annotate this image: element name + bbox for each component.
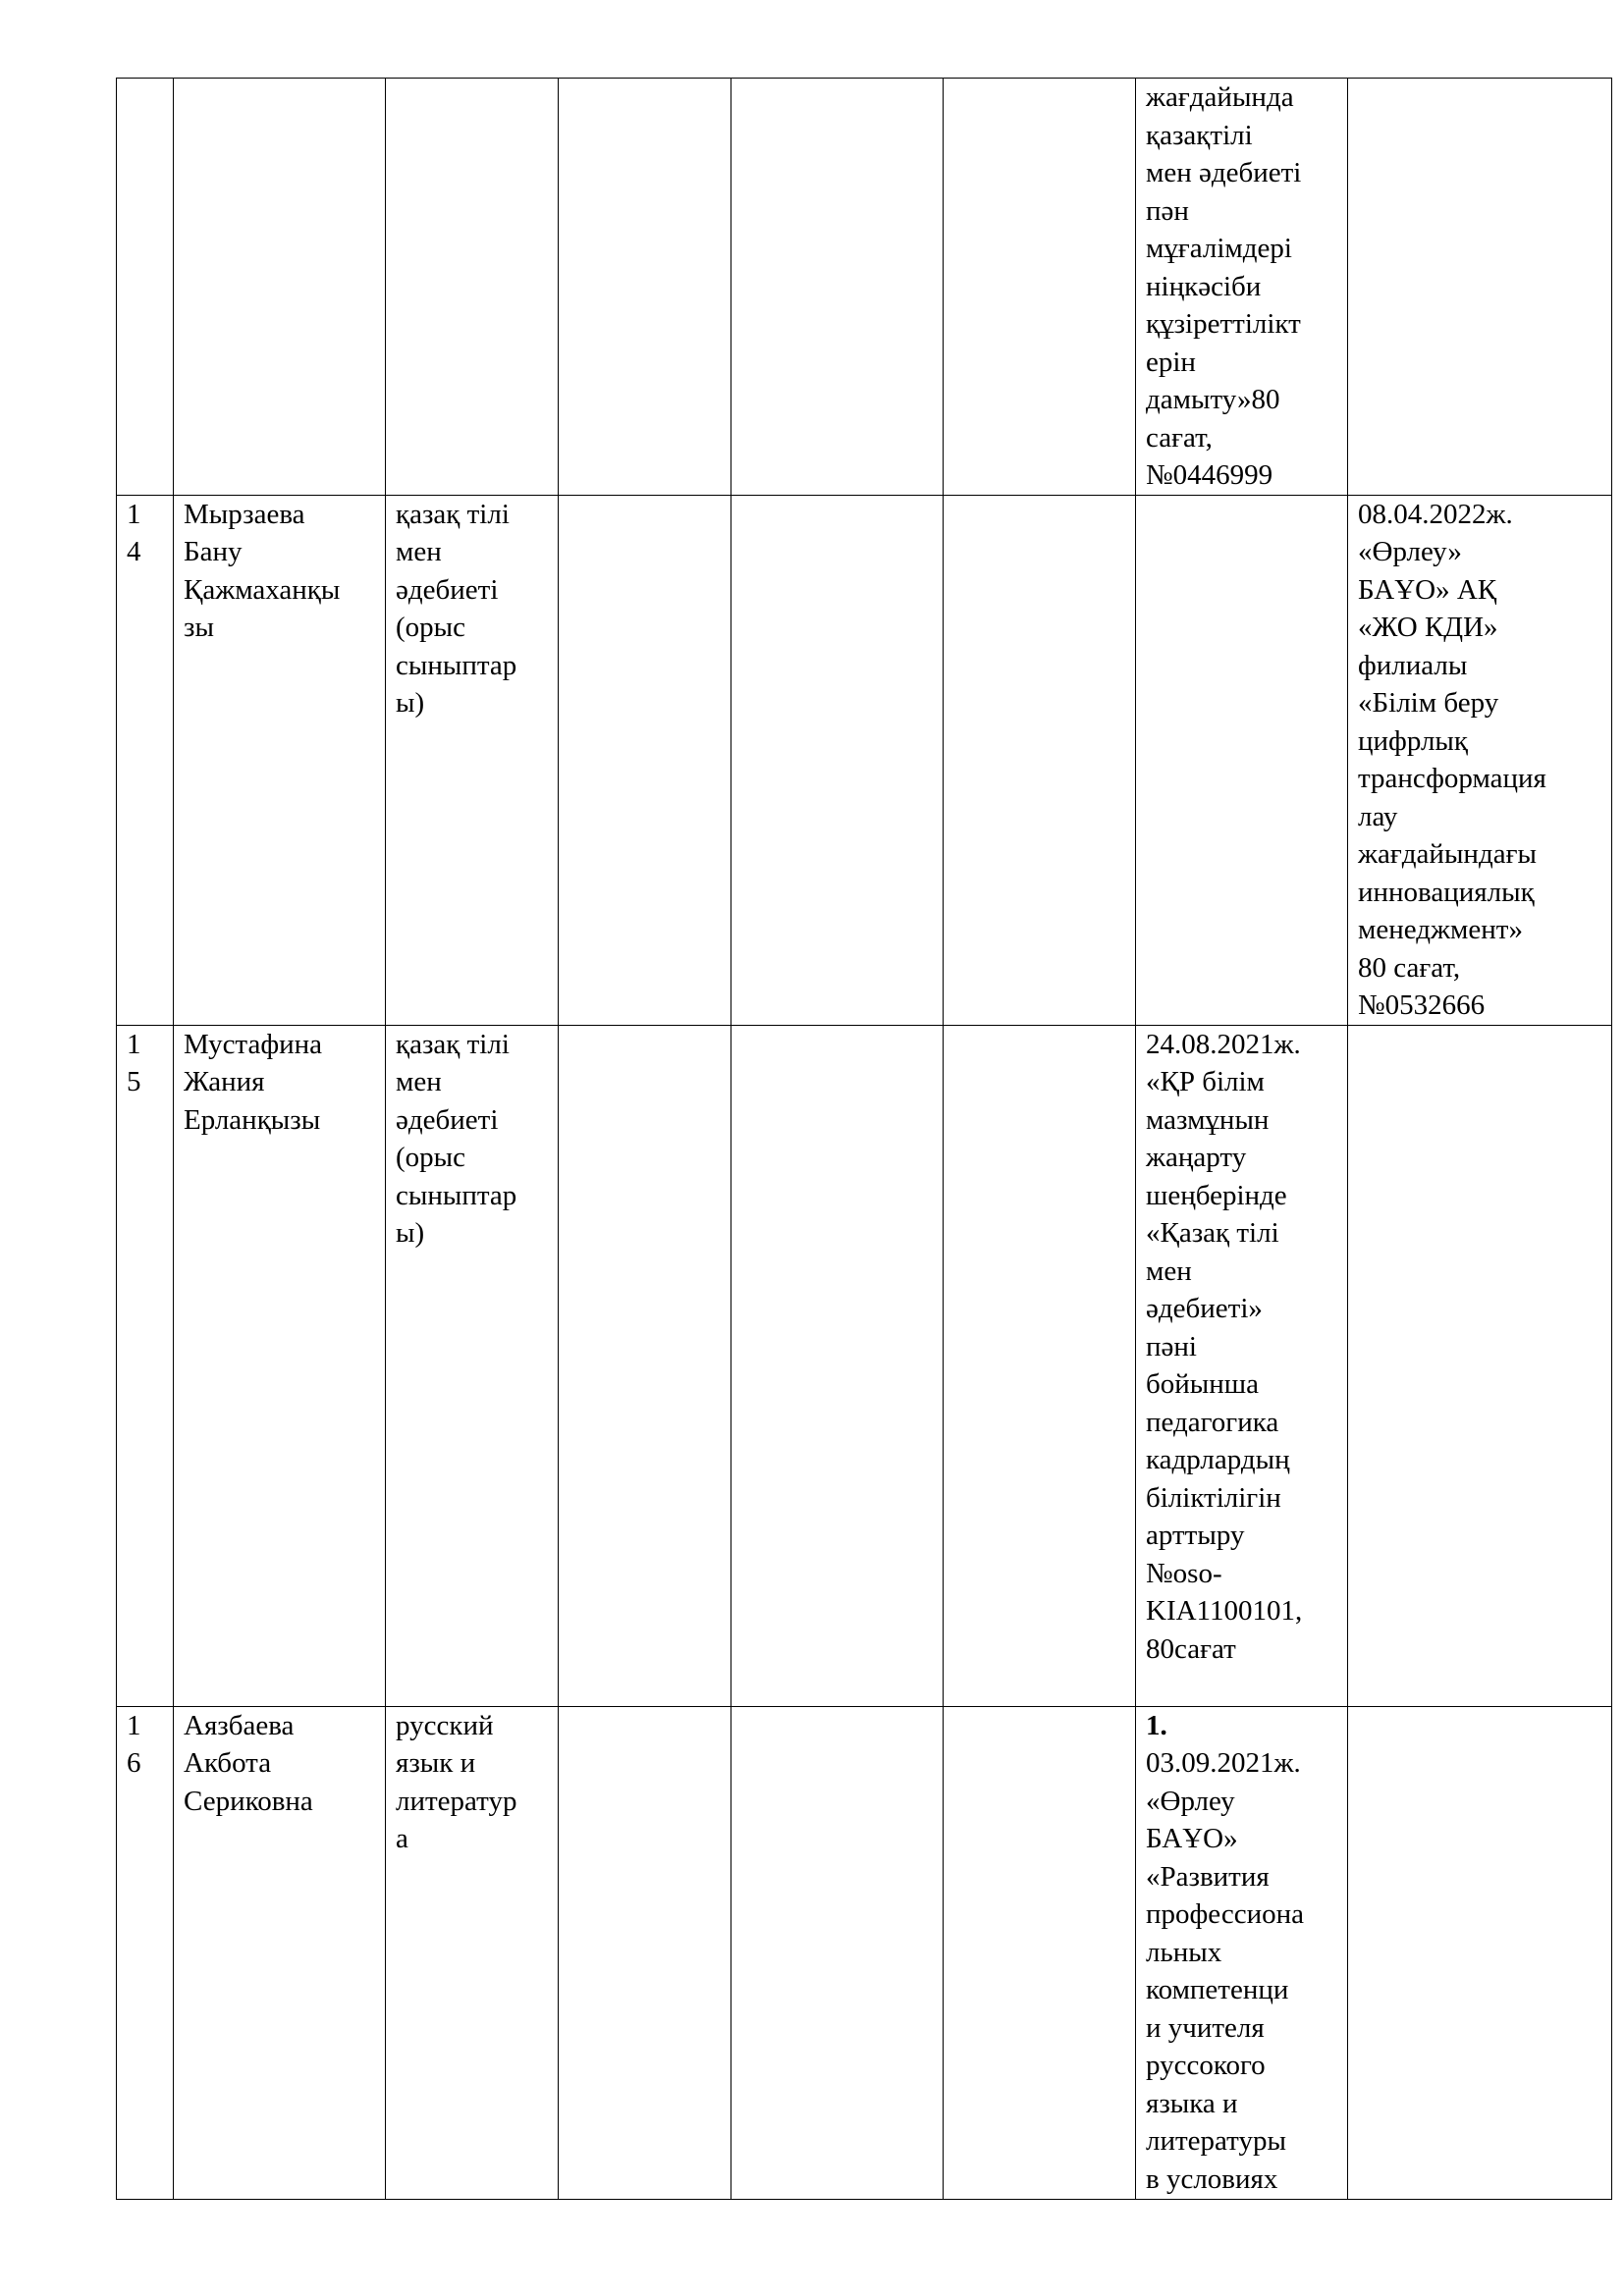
course-text-line: «Развития: [1146, 1860, 1270, 1893]
cell-text-line: 5: [127, 1066, 141, 1097]
course-text-line: и учителя: [1146, 2011, 1265, 2044]
course-text-line: KIA1100101,: [1146, 1595, 1303, 1627]
course-text-line: [1146, 268, 1339, 306]
cell-name: [174, 1706, 386, 2199]
course-text-line: біліктілігін: [1146, 1481, 1281, 1514]
cell-empty: [944, 1706, 1136, 2199]
cell-name: [174, 79, 386, 496]
cell-text-line: Бану: [184, 536, 243, 567]
cell-number: [117, 79, 174, 496]
cell-extra: [1348, 495, 1612, 1025]
cell-text-line: әдебиеті: [396, 573, 499, 606]
course-text-line: 24.08.2021ж.: [1146, 1028, 1301, 1060]
cell-text-line: жағдайындағы: [1358, 838, 1537, 870]
cell-text-line: 1: [127, 1709, 141, 1741]
cell-text-line: Мустафина: [184, 1028, 323, 1060]
course-text-line: 80сағат: [1146, 1632, 1236, 1665]
cell-text-line: филиалы: [1358, 649, 1468, 681]
course-text-line: льных: [1146, 1936, 1222, 1968]
cell-text-line: инновациялық: [1358, 876, 1535, 908]
course-text-line: в условиях: [1146, 2163, 1278, 2195]
course-word: нің: [1146, 270, 1185, 302]
cell-subject: [386, 495, 559, 1025]
cell-text-line: менеджмент»: [1358, 914, 1523, 945]
course-text-line: ерін: [1146, 346, 1196, 378]
cell-text-line: язык и: [396, 1747, 476, 1779]
cell-text-line: әдебиеті: [396, 1103, 499, 1136]
cell-text-line: 1: [127, 498, 141, 530]
cell-text-line: трансформация: [1358, 763, 1546, 794]
course-text-line: №oso-: [1146, 1557, 1222, 1589]
course-text-line: пән: [1146, 194, 1189, 227]
cell-empty: [731, 79, 944, 496]
course-text-line: әдебиеті»: [1146, 1293, 1263, 1324]
course-text-line: мазмұнын: [1146, 1103, 1270, 1136]
course-word: қазақ: [1146, 119, 1211, 151]
cell-text-line: Сериковна: [184, 1785, 313, 1817]
course-text-line: жағдайында: [1146, 81, 1294, 113]
course-text-line: «Өрлеу: [1146, 1785, 1235, 1817]
cell-empty: [944, 1025, 1136, 1706]
course-text-line: арттыру: [1146, 1520, 1245, 1551]
cell-extra: [1348, 1025, 1612, 1706]
cell-number: [117, 1706, 174, 2199]
cell-course: [1136, 1706, 1348, 2199]
course-word: дамыту»: [1146, 384, 1252, 415]
course-text-line: профессиона: [1146, 1898, 1305, 1930]
cell-text-line: Акбота: [184, 1747, 272, 1779]
cell-text-line: Қажмаханқы: [184, 573, 341, 606]
cell-text-line: №0532666: [1358, 989, 1486, 1021]
table-body: [117, 79, 1612, 2200]
course-text-line: пәні: [1146, 1330, 1197, 1362]
cell-text-line: Мырзаева: [184, 498, 305, 530]
cell-number: [117, 495, 174, 1025]
cell-text-line: Аязбаева: [184, 1709, 295, 1741]
cell-empty: [944, 495, 1136, 1025]
cell-course: [1136, 79, 1348, 496]
cell-text-line: Жания: [184, 1066, 265, 1097]
cell-course: [1136, 495, 1348, 1025]
course-text-line: языка и: [1146, 2087, 1238, 2119]
course-text-line: мұғалімдері: [1146, 233, 1292, 264]
course-text-line: «ҚР білім: [1146, 1066, 1265, 1097]
course-text-line: сағат,: [1146, 421, 1213, 454]
course-text-line: 1.: [1146, 1709, 1167, 1741]
cell-empty: [731, 495, 944, 1025]
cell-text-line: Ерланқызы: [184, 1103, 321, 1136]
cell-text-line: сыныптар: [396, 1179, 517, 1211]
course-text-line: педагогика: [1146, 1406, 1279, 1438]
cell-text-line: 08.04.2022ж.: [1358, 498, 1513, 530]
cell-name: [174, 495, 386, 1025]
cell-extra: [1348, 1706, 1612, 2199]
cell-subject: [386, 1706, 559, 2199]
course-text-line: 03.09.2021ж.: [1146, 1747, 1301, 1779]
cell-text-line: «Өрлеу»: [1358, 536, 1462, 567]
cell-text-line: 4: [127, 536, 141, 567]
cell-empty: [731, 1706, 944, 2199]
cell-empty: [559, 1025, 731, 1706]
course-text-line: [1146, 117, 1339, 155]
cell-text-line: 6: [127, 1747, 141, 1779]
course-word: 80: [1251, 384, 1280, 415]
table-row: [117, 79, 1612, 496]
table-row: [117, 1025, 1612, 1706]
cell-empty: [559, 495, 731, 1025]
cell-text-line: БАҰО» АҚ: [1358, 573, 1497, 606]
cell-empty: [731, 1025, 944, 1706]
course-text-line: литературы: [1146, 2125, 1286, 2157]
table-row: [117, 495, 1612, 1025]
course-word: тілі: [1210, 119, 1253, 151]
teachers-table: [116, 78, 1612, 2200]
course-text-line: «Қазақ тілі: [1146, 1217, 1279, 1249]
cell-text-line: ы): [396, 687, 425, 719]
cell-text-line: зы: [184, 612, 214, 643]
course-text-line: БАҰО»: [1146, 1823, 1238, 1854]
course-text-line: руссокого: [1146, 2050, 1266, 2081]
table-row: [117, 1706, 1612, 2199]
cell-name: [174, 1025, 386, 1706]
cell-text-line: а: [396, 1823, 408, 1854]
course-word: кәсіби: [1184, 270, 1262, 302]
cell-subject: [386, 1025, 559, 1706]
cell-empty: [944, 79, 1136, 496]
course-text-line: компетенци: [1146, 1974, 1289, 2005]
cell-text-line: мен: [396, 1066, 442, 1097]
cell-text-line: мен: [396, 536, 442, 567]
cell-course: [1136, 1025, 1348, 1706]
cell-text-line: литератур: [396, 1785, 517, 1817]
course-text-line: құзіреттілікт: [1146, 308, 1301, 340]
cell-extra: [1348, 79, 1612, 496]
cell-text-line: цифрлық: [1358, 724, 1468, 757]
cell-text-line: қазақ тілі: [396, 498, 510, 530]
course-text-line: [1146, 381, 1339, 419]
cell-text-line: 80 сағат,: [1358, 951, 1461, 984]
cell-text-line: қазақ тілі: [396, 1028, 510, 1060]
course-text-line: мен әдебиеті: [1146, 157, 1302, 188]
cell-subject: [386, 79, 559, 496]
cell-text-line: (орыс: [396, 612, 466, 643]
cell-text-line: «ЖО КДИ»: [1358, 612, 1498, 643]
cell-text-line: «Білім беру: [1358, 687, 1499, 719]
cell-text-line: 1: [127, 1028, 141, 1060]
cell-text-line: сыныптар: [396, 649, 517, 681]
course-text-line: бойынша: [1146, 1368, 1259, 1400]
cell-text-line: русский: [396, 1709, 494, 1741]
cell-empty: [559, 79, 731, 496]
cell-empty: [559, 1706, 731, 2199]
cell-text-line: ы): [396, 1217, 425, 1249]
cell-text-line: (орыс: [396, 1142, 466, 1173]
cell-number: [117, 1025, 174, 1706]
course-text-line: жаңарту: [1146, 1142, 1247, 1173]
cell-text-line: лау: [1358, 800, 1398, 832]
course-text-line: №0446999: [1146, 459, 1273, 491]
course-text-line: шеңберінде: [1146, 1179, 1287, 1211]
course-text-line: кадрлардың: [1146, 1444, 1290, 1475]
course-text-line: мен: [1146, 1255, 1192, 1287]
